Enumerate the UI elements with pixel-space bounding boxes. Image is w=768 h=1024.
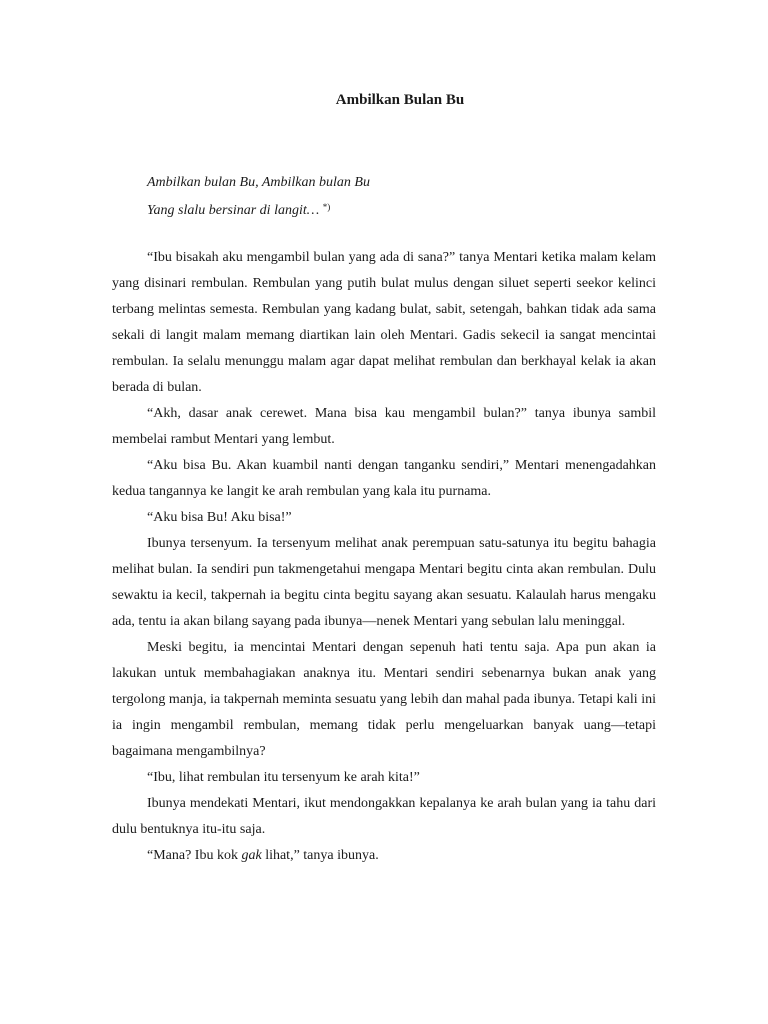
epigraph-line-2-text: Yang slalu bersinar di langit… (147, 203, 320, 218)
body-text (112, 245, 656, 869)
paragraph: Meski begitu, ia mencintai Mentari dengan sepenuh hati tentu saja. Apa pun akan ia lakukan untuk membahagiakan anaknya itu. Mentari sendiri sebenarnya bukan anak yang tergolong manja, ia takpernah meminta sesuatu yang lebih dan mahal pada ibunya. Tetapi kali ini ia ingin mengambil rembulan, memang tidak perlu mengeluarkan banyak uang—tetapi bagaimana mengambilnya? (112, 640, 656, 759)
paragraph: “Ibu, lihat rembulan itu tersenyum ke arah kita!” (147, 770, 420, 785)
paragraph: “Akh, dasar anak cerewet. Mana bisa kau mengambil bulan?” tanya ibunya sambil membelai rambut Mentari yang lembut. (112, 406, 656, 447)
paragraph: “Ibu bisakah aku mengambil bulan yang ada di sana?” tanya Mentari ketika malam kelam yang disinari rembulan. Rembulan yang putih bulat mulus dengan siluet seperti seekor kelinci terbang melintas semesta. Rembulan yang kadang bulat, sabit, setengah, bahkan tidak ada sama sekali di langit malam memang diartikan lain oleh Mentari. Gadis sekecil ia sangat mencintai rembulan. Ia selalu menunggu malam agar dapat melihat rembulan dan berkhayal kelak ia akan berada di bulan. (112, 250, 656, 395)
epigraph-line-2 (147, 195, 370, 223)
paragraph-last (112, 843, 656, 869)
footnote-marker: *) (322, 202, 331, 212)
epigraph (147, 171, 370, 223)
page-title: Ambilkan Bulan Bu (335, 92, 465, 108)
paragraph: “Aku bisa Bu. Akan kuambil nanti dengan tanganku sendiri,” Mentari menengadahkan kedua tangannya ke langit ke arah rembulan yang kala itu purnama. (112, 458, 656, 499)
italic-word: gak (241, 848, 262, 863)
paragraph-text: lihat,” tanya ibunya. (261, 848, 379, 863)
paragraph-text: “Mana? Ibu kok (147, 848, 242, 863)
epigraph-line-1: Ambilkan bulan Bu, Ambilkan bulan Bu (147, 175, 370, 190)
paragraph: Ibunya mendekati Mentari, ikut mendongakkan kepalanya ke arah bulan yang ia tahu dari dulu bentuknya itu-itu saja. (112, 796, 656, 837)
paragraph: Ibunya tersenyum. Ia tersenyum melihat anak perempuan satu-satunya itu begitu bahagia melihat bulan. Ia sendiri pun takmengetahui mengapa Mentari begitu cinta akan rembulan. Dulu sewaktu ia kecil, takpernah ia begitu cinta begitu sayang akan sesuatu. Kalaulah harus mengaku ada, tentu ia akan bilang sayang pada ibunya—nenek Mentari yang sebulan lalu meninggal. (112, 536, 656, 629)
paragraph: “Aku bisa Bu! Aku bisa!” (147, 510, 292, 525)
